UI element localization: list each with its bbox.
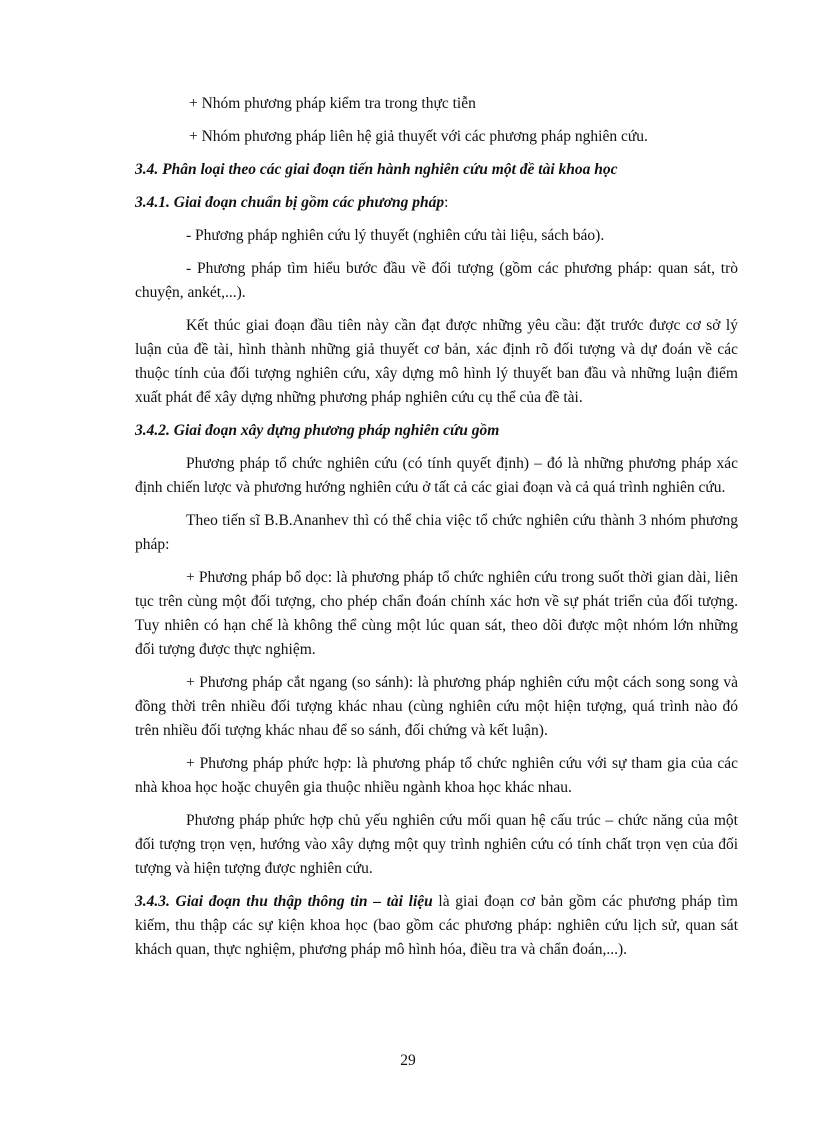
section-heading-3-4-1 [135, 191, 738, 215]
paragraph-complex-method-detail: Phương pháp phức hợp chủ yếu nghiên cứu mối quan hệ cấu trúc – chức năng của một đối tượng trọn vẹn, hướng vào xây dựng một quy trình nghiên cứu có tính chất trọn vẹn của đối tượng và hiện tượng được nghiên cứu. [135, 812, 738, 877]
paragraph-organization-method: Phương pháp tổ chức nghiên cứu (có tính quyết định) – đó là những phương pháp xác định chiến lược và phương hướng nghiên cứu ở tất cả các giai đoạn và cả quá trình nghiên cứu. [135, 455, 738, 496]
section-heading-3-4-2: 3.4.2. Giai đoạn xây dựng phương pháp nghiên cứu gồm [135, 422, 500, 439]
page-number: 29 [400, 1052, 416, 1069]
bullet-longitudinal-method: + Phương pháp bổ dọc: là phương pháp tổ chức nghiên cứu trong suốt thời gian dài, liên tục trên cùng một đối tượng, cho phép chẩn đoán chính xác hơn về sự phát triển của đối tượng. Tuy nhiên có hạn chế là không thể cùng một lúc quan sát, theo dõi được một nhóm lớn những đối tượng được thực nghiệm. [135, 569, 738, 658]
page-body [135, 92, 738, 971]
paragraph-ananhev-groups: Theo tiến sĩ B.B.Ananhev thì có thể chia việc tổ chức nghiên cứu thành 3 nhóm phương pháp: [135, 512, 738, 553]
bullet-cross-sectional-method: + Phương pháp cắt ngang (so sánh): là phương pháp nghiên cứu một cách song song và đồng thời trên nhiều đối tượng khác nhau (cùng nghiên cứu một hiện tượng, quá trình nào đó trên nhiều đối tượng khác nhau để so sánh, đối chứng và kết luận). [135, 674, 738, 739]
item-initial-object-study: - Phương pháp tìm hiểu bước đầu về đối tượng (gồm các phương pháp: quan sát, trò chuyện, ankét,...). [135, 260, 738, 301]
bullet-complex-method: + Phương pháp phức hợp: là phương pháp tổ chức nghiên cứu với sự tham gia của các nhà khoa học hoặc chuyên gia thuộc nhiều ngành khoa học khác nhau. [135, 755, 738, 796]
paragraph-3-4-3-text: là giai đoạn cơ bản gồm các phương pháp tìm kiếm, thu thập các sự kiện khoa học (bao gồm các phương pháp: nghiên cứu lịch sử, quan sát khách quan, thực nghiệm, phương pháp mô hình hóa, điều tra và chẩn đoán,...). [135, 893, 738, 958]
heading-3-4-3-inline: 3.4.3. Giai đoạn thu thập thông tin – tài liệu [135, 893, 433, 910]
item-theory-research: - Phương pháp nghiên cứu lý thuyết (nghiên cứu tài liệu, sách báo). [186, 227, 605, 244]
heading-3-4-1-colon: : [444, 194, 449, 211]
section-heading-3-4: 3.4. Phân loại theo các giai đoạn tiến hành nghiên cứu một đề tài khoa học [135, 161, 618, 178]
bullet-practice-check-group: + Nhóm phương pháp kiểm tra trong thực tiễn [189, 95, 476, 112]
heading-3-4-1-text: 3.4.1. Giai đoạn chuẩn bị gồm các phương pháp [135, 194, 445, 211]
paragraph-3-4-3 [135, 890, 738, 962]
bullet-hypothesis-link-group: + Nhóm phương pháp liên hệ giả thuyết với các phương pháp nghiên cứu. [189, 128, 648, 145]
paragraph-first-stage-summary: Kết thúc giai đoạn đầu tiên này cần đạt được những yêu cầu: đặt trước được cơ sở lý luận của đề tài, hình thành những giả thuyết cơ bản, xác định rõ đối tượng và dự đoán về các thuộc tính của đối tượng nghiên cứu, xây dựng mô hình lý thuyết ban đầu và những luận điểm xuất phát để xây dựng những phương pháp nghiên cứu cụ thể của đề tài. [135, 317, 738, 406]
